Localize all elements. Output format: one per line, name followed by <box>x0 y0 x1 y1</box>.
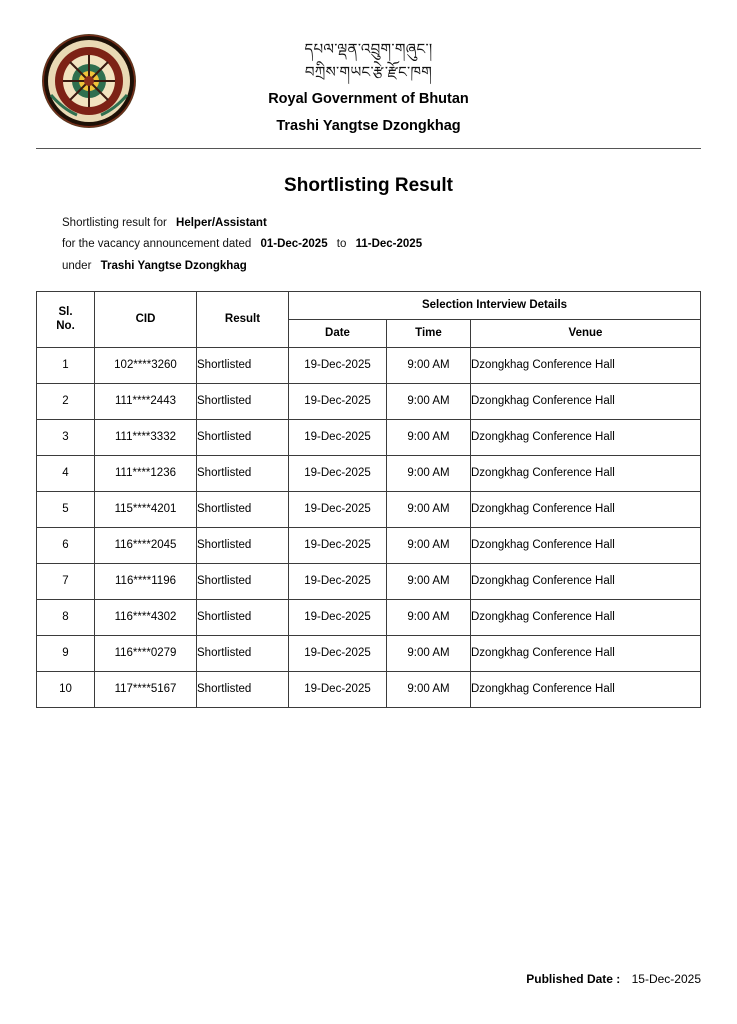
header-divider <box>36 148 701 149</box>
cell-result: Shortlisted <box>197 527 289 563</box>
table-row <box>37 491 701 527</box>
cell-result: Shortlisted <box>197 347 289 383</box>
cell-date: 19-Dec-2025 <box>289 599 387 635</box>
cell-time: 9:00 AM <box>387 419 471 455</box>
cell-date: 19-Dec-2025 <box>289 527 387 563</box>
cell-date: 19-Dec-2025 <box>289 383 387 419</box>
table-row <box>37 635 701 671</box>
table-head <box>37 291 701 347</box>
table-header-row-1 <box>37 291 701 319</box>
table-row <box>37 527 701 563</box>
column-header-sl-no-line1: Sl. <box>58 305 73 318</box>
cell-venue: Dzongkhag Conference Hall <box>471 383 701 419</box>
cell-cid: 111****2443 <box>95 383 197 419</box>
table-row <box>37 347 701 383</box>
cell-time: 9:00 AM <box>387 563 471 599</box>
cell-time: 9:00 AM <box>387 635 471 671</box>
meta-line-organization <box>62 256 701 277</box>
cell-sl: 5 <box>37 491 95 527</box>
cell-date: 19-Dec-2025 <box>289 347 387 383</box>
dzongkhag-name: Trashi Yangtse Dzongkhag <box>276 118 461 135</box>
cell-cid: 117****5167 <box>95 671 197 707</box>
dzongkha-line-1: དཔལ་ལྡན་འབྲུག་གཞུང་། <box>304 40 433 58</box>
cell-date: 19-Dec-2025 <box>289 635 387 671</box>
cell-result: Shortlisted <box>197 383 289 419</box>
government-name: Royal Government of Bhutan <box>268 91 469 107</box>
cell-sl: 7 <box>37 563 95 599</box>
table-row <box>37 455 701 491</box>
cell-sl: 4 <box>37 455 95 491</box>
document-header <box>36 22 701 140</box>
cell-venue: Dzongkhag Conference Hall <box>471 563 701 599</box>
cell-date: 19-Dec-2025 <box>289 563 387 599</box>
cell-cid: 111****3332 <box>95 419 197 455</box>
table-row <box>37 599 701 635</box>
shortlisting-result-table <box>36 291 701 708</box>
cell-cid: 116****4302 <box>95 599 197 635</box>
cell-cid: 111****1236 <box>95 455 197 491</box>
cell-time: 9:00 AM <box>387 491 471 527</box>
cell-time: 9:00 AM <box>387 599 471 635</box>
column-header-sl-no-line2: No. <box>56 320 75 333</box>
cell-time: 9:00 AM <box>387 347 471 383</box>
table-row <box>37 383 701 419</box>
cell-venue: Dzongkhag Conference Hall <box>471 491 701 527</box>
meta-value-organization: Trashi Yangtse Dzongkhag <box>100 259 247 272</box>
published-date <box>526 972 701 986</box>
meta-label-announcement: for the vacancy announcement dated <box>62 238 252 251</box>
cell-venue: Dzongkhag Conference Hall <box>471 527 701 563</box>
cell-result: Shortlisted <box>197 635 289 671</box>
column-header-time: Time <box>387 319 471 347</box>
cell-sl: 1 <box>37 347 95 383</box>
meta-label-for: Shortlisting result for <box>62 217 167 229</box>
meta-line-dates <box>62 234 701 255</box>
cell-time: 9:00 AM <box>387 383 471 419</box>
column-header-cid: CID <box>95 291 197 347</box>
cell-venue: Dzongkhag Conference Hall <box>471 455 701 491</box>
meta-label-under: under <box>62 259 92 272</box>
column-header-date: Date <box>289 319 387 347</box>
meta-value-date-to: 11-Dec-2025 <box>355 238 423 251</box>
cell-time: 9:00 AM <box>387 671 471 707</box>
cell-result: Shortlisted <box>197 563 289 599</box>
cell-date: 19-Dec-2025 <box>289 671 387 707</box>
cell-cid: 115****4201 <box>95 491 197 527</box>
published-date-label: Published Date : <box>526 972 621 986</box>
cell-sl: 2 <box>37 383 95 419</box>
cell-cid: 102****3260 <box>95 347 197 383</box>
cell-venue: Dzongkhag Conference Hall <box>471 635 701 671</box>
cell-time: 9:00 AM <box>387 527 471 563</box>
meta-block <box>36 213 701 277</box>
published-date-value: 15-Dec-2025 <box>631 972 701 986</box>
column-header-venue: Venue <box>471 319 701 347</box>
page-title: Shortlisting Result <box>284 175 453 196</box>
cell-cid: 116****0279 <box>95 635 197 671</box>
cell-result: Shortlisted <box>197 671 289 707</box>
column-header-selection-interview-details: Selection Interview Details <box>289 291 701 319</box>
cell-result: Shortlisted <box>197 419 289 455</box>
cell-sl: 10 <box>37 671 95 707</box>
table-row <box>37 563 701 599</box>
bhutan-national-emblem-icon <box>42 34 136 128</box>
cell-date: 19-Dec-2025 <box>289 491 387 527</box>
meta-label-to: to <box>336 238 347 251</box>
cell-date: 19-Dec-2025 <box>289 455 387 491</box>
cell-venue: Dzongkhag Conference Hall <box>471 671 701 707</box>
meta-value-date-from: 01-Dec-2025 <box>260 238 328 251</box>
cell-venue: Dzongkhag Conference Hall <box>471 599 701 635</box>
cell-venue: Dzongkhag Conference Hall <box>471 419 701 455</box>
cell-sl: 6 <box>37 527 95 563</box>
table-row <box>37 419 701 455</box>
column-header-result: Result <box>197 291 289 347</box>
cell-date: 19-Dec-2025 <box>289 419 387 455</box>
meta-line-position <box>62 213 701 234</box>
table-body <box>37 347 701 707</box>
cell-cid: 116****1196 <box>95 563 197 599</box>
cell-sl: 9 <box>37 635 95 671</box>
dzongkha-line-2: བཀྲིས་གཡང་རྩེ་རྫོང་ཁག <box>304 62 433 81</box>
table-row <box>37 671 701 707</box>
cell-result: Shortlisted <box>197 599 289 635</box>
cell-time: 9:00 AM <box>387 455 471 491</box>
meta-value-position: Helper/Assistant <box>176 217 267 229</box>
cell-result: Shortlisted <box>197 455 289 491</box>
cell-cid: 116****2045 <box>95 527 197 563</box>
column-header-sl-no <box>37 291 95 347</box>
cell-venue: Dzongkhag Conference Hall <box>471 347 701 383</box>
cell-sl: 8 <box>37 599 95 635</box>
cell-result: Shortlisted <box>197 491 289 527</box>
cell-sl: 3 <box>37 419 95 455</box>
